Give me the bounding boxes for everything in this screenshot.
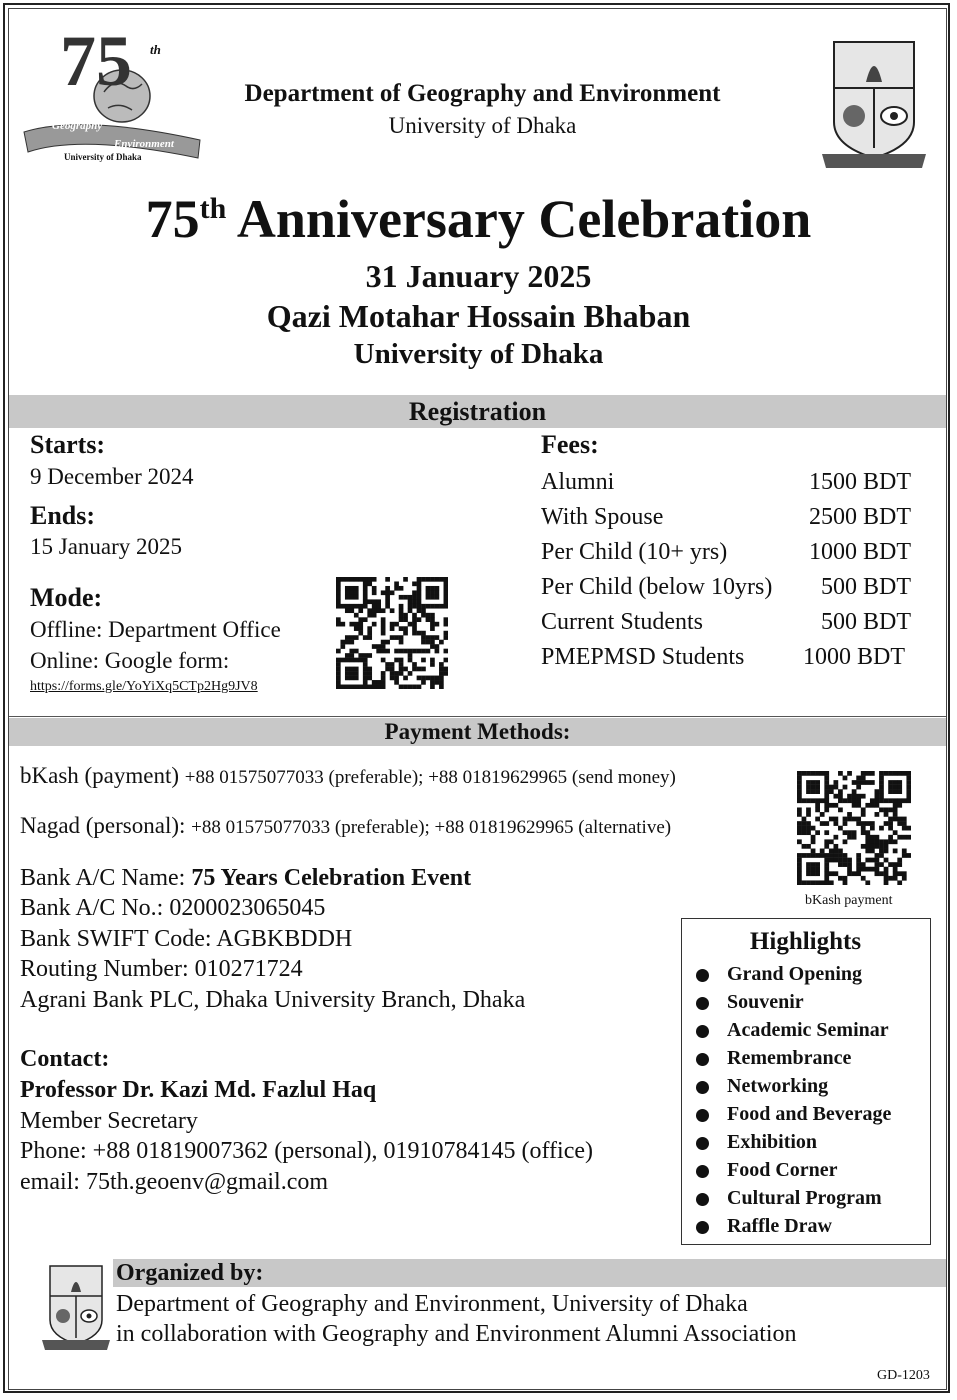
- fee-row: [541, 539, 911, 569]
- nagad-numbers: +88 01575077033 (preferable); +88 01819629965 (alternative): [191, 817, 672, 838]
- mode-online: Online: Google form:: [30, 648, 230, 673]
- highlight-text: Academic Seminar: [727, 1019, 889, 1041]
- registration-qr-code: [336, 577, 448, 689]
- google-form-link[interactable]: https://forms.gle/YoYiXq5CTp2Hg9JV8: [30, 679, 258, 694]
- ends-value: 15 January 2025: [30, 534, 183, 559]
- bank-name-value: 75 Years Celebration Event: [191, 865, 472, 891]
- nagad-line: [20, 813, 671, 839]
- bullet-icon: [696, 1053, 709, 1066]
- fee-label: PMEPMSD Students: [541, 644, 745, 670]
- fee-row: [541, 609, 911, 639]
- logo-ribbon-environment: Environment: [114, 138, 174, 150]
- bullet-icon: [696, 1025, 709, 1038]
- fee-amount: 500 BDT: [821, 574, 911, 600]
- bullet-icon: [696, 1137, 709, 1150]
- ends-label: Ends:: [30, 501, 96, 530]
- bkash-label: bKash (payment): [20, 763, 180, 788]
- highlights-title: Highlights: [749, 928, 862, 955]
- bullet-icon: [696, 969, 709, 982]
- fee-row: [541, 644, 905, 674]
- du-seal-bottom-left: [42, 1262, 110, 1350]
- payment-heading: Payment Methods:: [9, 718, 946, 746]
- event-venue-university: University of Dhaka: [353, 338, 604, 370]
- organizer-line-2: in collaboration with Geography and Environment Alumni Association: [116, 1321, 797, 1347]
- main-title: [0, 188, 957, 250]
- bank-swift-code: Bank SWIFT Code: AGBKBDDH: [20, 926, 353, 952]
- organizer-line-1: Department of Geography and Environment, University of Dhaka: [116, 1291, 748, 1317]
- fee-label: Per Child (below 10yrs): [541, 574, 773, 600]
- bullet-icon: [696, 1193, 709, 1206]
- title-text: Anniversary Celebration: [236, 189, 812, 249]
- logo-ribbon-university: University of Dhaka: [64, 152, 142, 162]
- bullet-icon: [696, 1165, 709, 1178]
- fee-amount: 1500 BDT: [809, 469, 911, 495]
- highlight-text: Food and Beverage: [727, 1103, 892, 1125]
- routing-number: Routing Number: 010271724: [20, 956, 303, 982]
- bkash-qr-code: [797, 771, 911, 885]
- highlight-text: Food Corner: [727, 1159, 838, 1181]
- contact-name: Professor Dr. Kazi Md. Fazlul Haq: [20, 1077, 377, 1103]
- fee-label: Current Students: [541, 609, 703, 635]
- bank-name-label: Bank A/C Name:: [20, 865, 186, 891]
- highlight-text: Grand Opening: [727, 963, 863, 985]
- fee-label: With Spouse: [541, 504, 664, 530]
- nagad-label: Nagad (personal):: [20, 813, 186, 838]
- logo-ribbon-geography: Geography: [52, 120, 103, 132]
- fee-label: Per Child (10+ yrs): [541, 539, 728, 565]
- payment-top-divider: [9, 716, 946, 717]
- university-name: University of Dhaka: [388, 113, 577, 138]
- bank-branch: Agrani Bank PLC, Dhaka University Branch, Dhaka: [20, 987, 526, 1013]
- highlights-box: [681, 918, 931, 1245]
- fee-amount: 500 BDT: [821, 609, 911, 635]
- event-venue: Qazi Motahar Hossain Bhaban: [266, 298, 691, 334]
- bank-account-number: Bank A/C No.: 0200023065045: [20, 895, 326, 921]
- bullet-icon: [696, 1081, 709, 1094]
- fee-row: [541, 469, 911, 499]
- starts-label: Starts:: [30, 430, 106, 459]
- contact-email: email: 75th.geoenv@gmail.com: [20, 1169, 329, 1195]
- highlight-text: Networking: [727, 1075, 829, 1097]
- highlight-text: Souvenir: [727, 991, 804, 1013]
- bullet-icon: [696, 1221, 709, 1234]
- highlight-text: Remembrance: [727, 1047, 852, 1069]
- starts-value: 9 December 2024: [30, 464, 194, 489]
- contact-role: Member Secretary: [20, 1108, 198, 1134]
- fee-row: [541, 504, 911, 534]
- highlight-text: Exhibition: [727, 1131, 818, 1153]
- bkash-qr-caption: bKash payment: [805, 893, 893, 908]
- bullet-icon: [696, 1109, 709, 1122]
- highlight-text: Raffle Draw: [727, 1215, 832, 1237]
- ad-code: GD-1203: [877, 1368, 930, 1383]
- event-date: 31 January 2025: [365, 258, 592, 294]
- fee-amount: 1000 BDT: [809, 539, 911, 565]
- title-number: 75: [145, 189, 200, 249]
- du-seal-top-right: [822, 36, 926, 168]
- title-sup: th: [199, 192, 227, 225]
- mode-label: Mode:: [30, 583, 103, 612]
- registration-heading: Registration: [9, 395, 946, 428]
- fees-label: Fees:: [541, 430, 599, 459]
- contact-phone: Phone: +88 01819007362 (personal), 01910784145 (office): [20, 1138, 593, 1164]
- logo-number: 75: [60, 21, 132, 101]
- mode-offline: Offline: Department Office: [30, 617, 281, 642]
- bkash-numbers: +88 01575077033 (preferable); +88 01819629965 (send money): [184, 767, 676, 788]
- fee-label: Alumni: [541, 469, 615, 495]
- department-name: Department of Geography and Environment: [244, 80, 721, 107]
- logo-suffix: th: [150, 42, 161, 57]
- fee-amount: 1000 BDT: [803, 644, 905, 670]
- contact-label: Contact:: [20, 1046, 110, 1072]
- fee-amount: 2500 BDT: [809, 504, 911, 530]
- bkash-line: [20, 763, 676, 789]
- bullet-icon: [696, 997, 709, 1010]
- bank-name-line: [20, 865, 471, 892]
- highlight-text: Cultural Program: [727, 1187, 882, 1209]
- fee-row: [541, 574, 911, 604]
- organized-by-label: Organized by:: [116, 1260, 264, 1286]
